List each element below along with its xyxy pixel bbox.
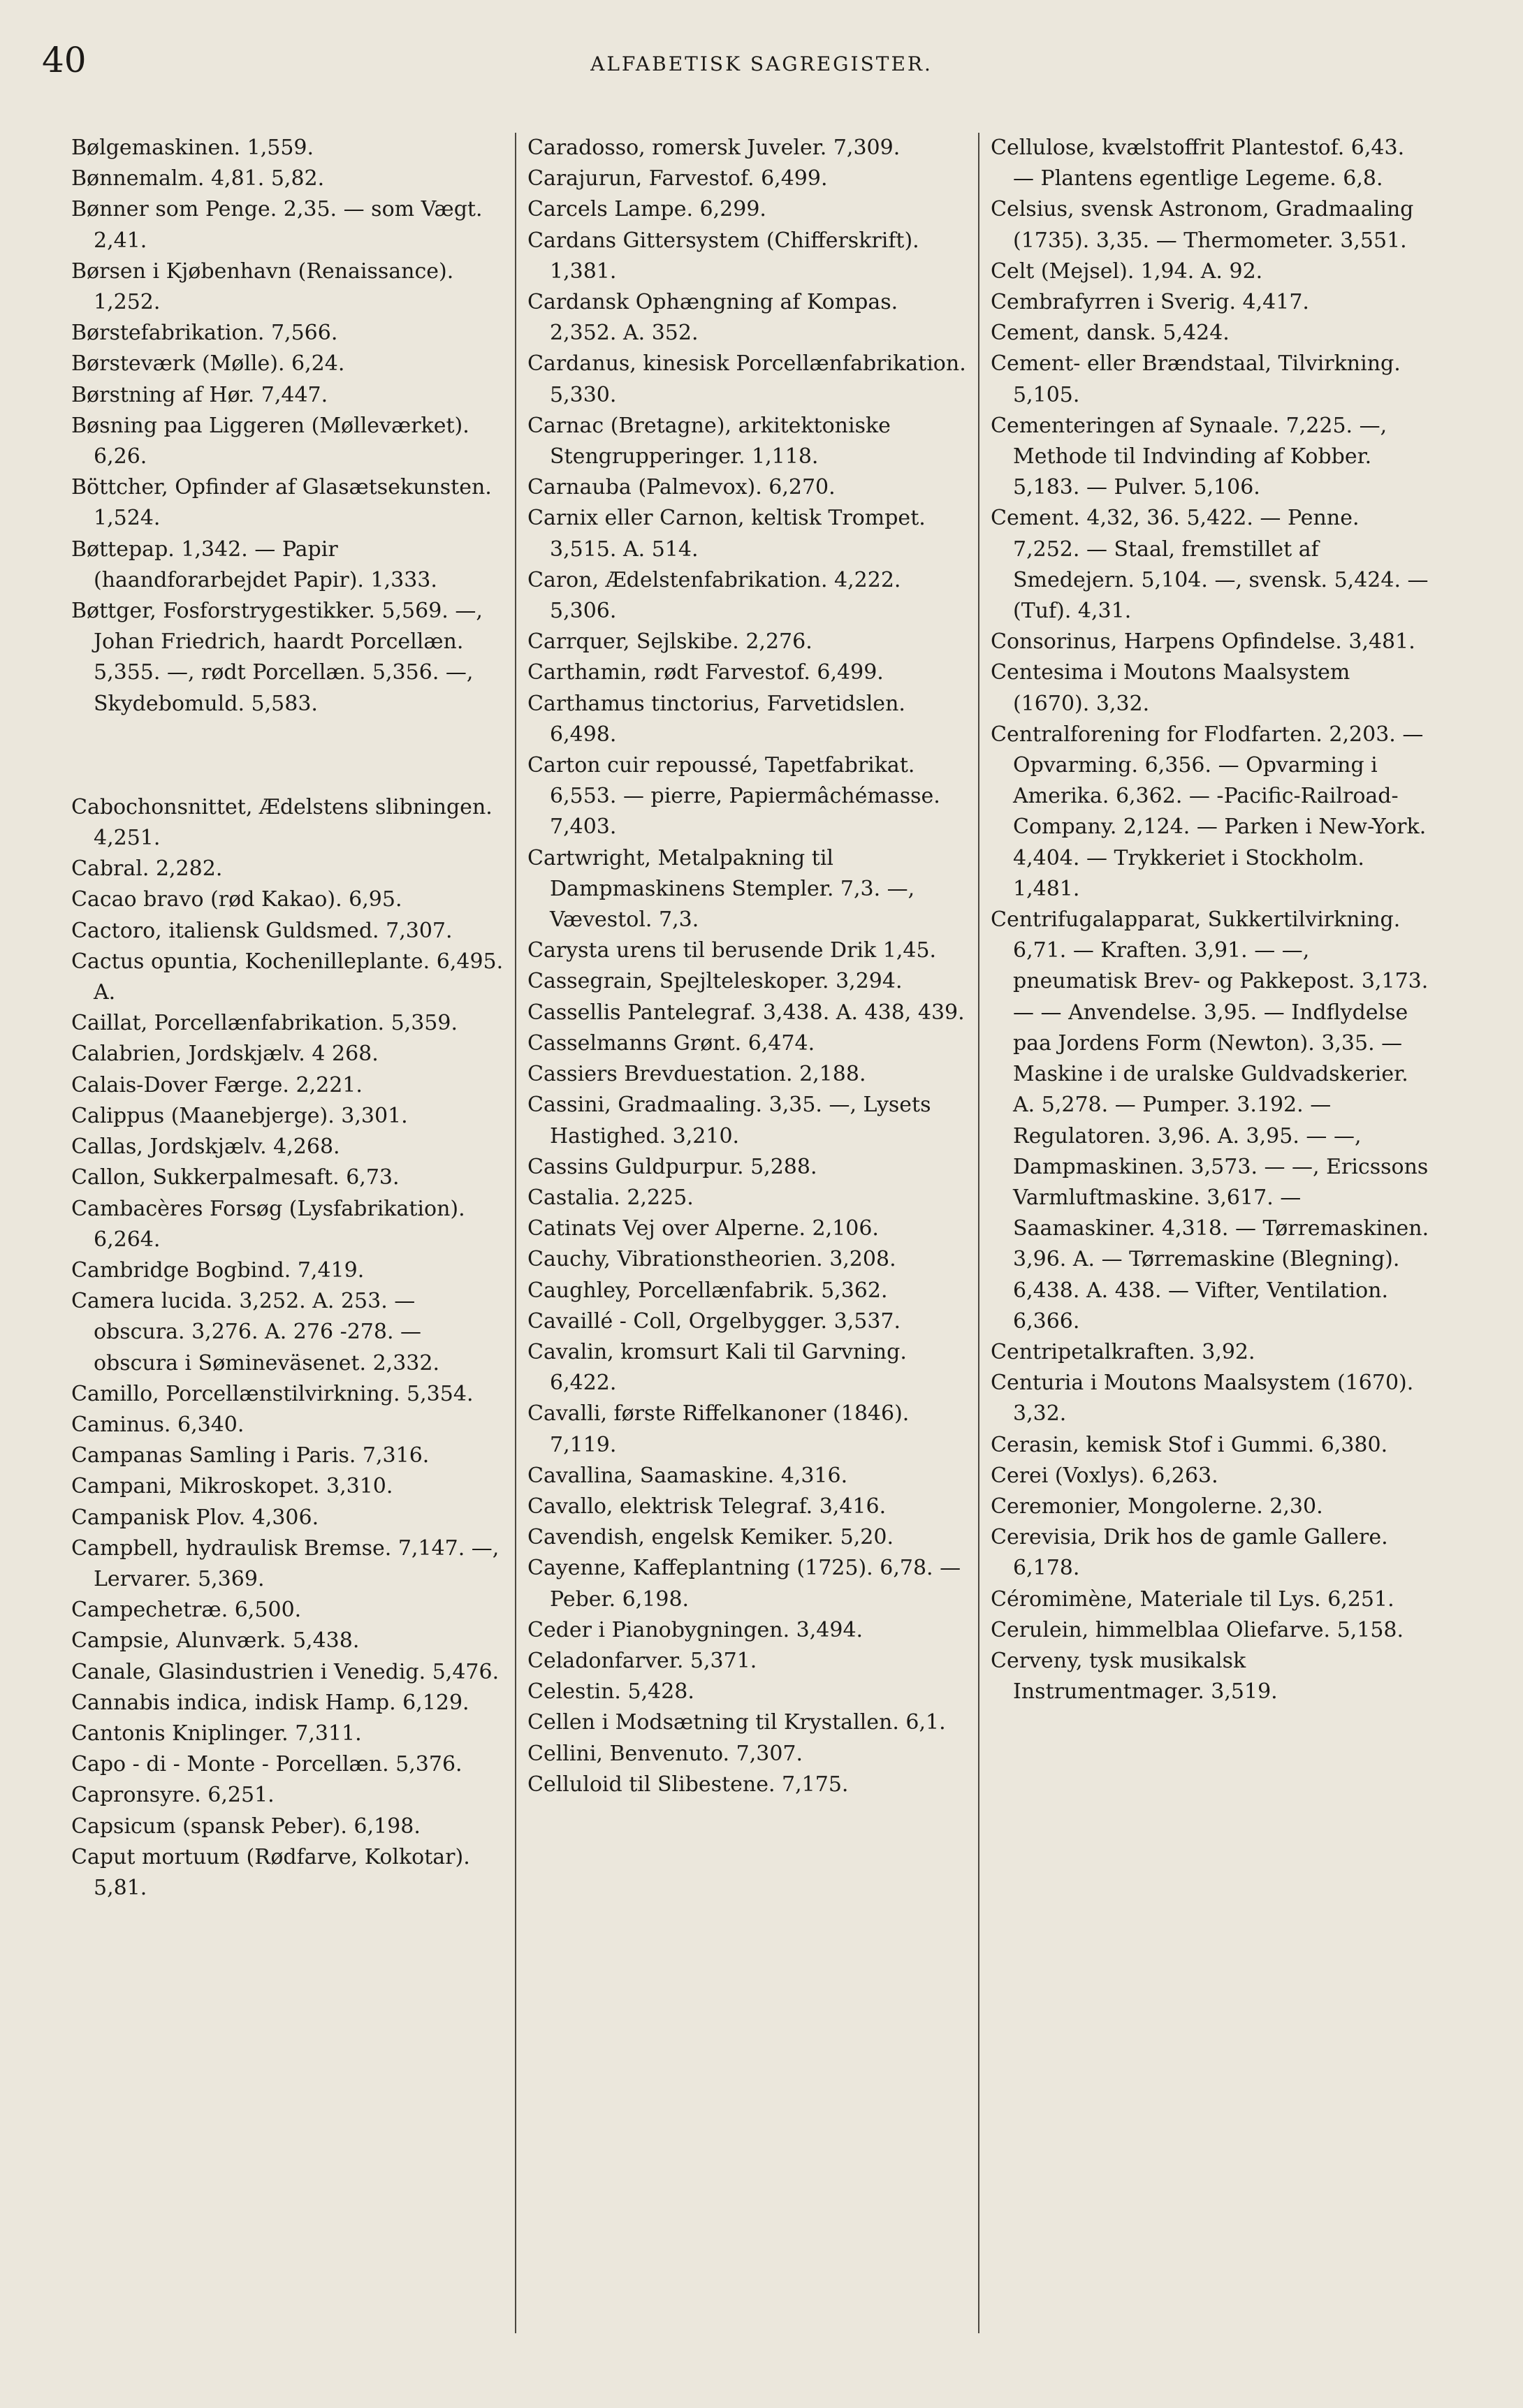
index-entry: Celestin. 5,428. [527,1679,694,1705]
index-entry: Campechetræ. 6,500. [71,1598,302,1623]
index-entry: Carrquer, Sejlskibe. 2,276. [527,629,812,655]
index-entry: Centesima i Moutons Maalsystem (1670). 3,32. [991,660,1350,716]
index-entry: Cardans Gittersystem (Chifferskrift). 1,381. [527,228,919,284]
index-entry: Caillat, Porcellænfabrikation. 5,359. [71,1011,458,1036]
index-entry: Cardanus, kinesisk Porcellænfabrikation. 5,330. [527,351,966,407]
index-entry: Cartwright, Metalpakning til Dampmaskinens Stempler. 7,3. —, Vævestol. 7,3. [527,845,915,933]
index-entry: Cardansk Ophængning af Kompas. 2,352. A. 352. [527,290,898,346]
index-entry: Carysta urens til berusende Drik 1,45. [527,938,937,963]
index-entry: Caput mortuum (Rødfarve, Kolkotar). 5,81. [71,1844,470,1900]
index-column-3 [991,133,1431,2333]
index-entry: Celluloid til Slibestene. 7,175. [527,1772,849,1797]
index-entry: Carnac (Bretagne), arkitektoniske Stengrupperinger. 1,118. [527,413,891,469]
index-entry: Cellulose, kvælstoffrit Plantestof. 6,43. — Plantens egentlige Legeme. 6,8. [991,136,1405,191]
index-entry: Børsen i Kjøbenhavn (Renaissance). 1,252. [71,258,454,315]
running-title: ALFABETISK SAGREGISTER. [590,52,933,75]
index-entry: Camera lucida. 3,252. A. 253. — obscura. 3,276. A. 276 -278. — obscura i Sømineväsenet. 2,332. [71,1289,440,1376]
index-entry: Callas, Jordskjælv. 4,268. [71,1134,340,1160]
index-entry: Campbell, hydraulisk Bremse. 7,147. —, Lervarer. 5,369. [71,1535,500,1591]
index-entry: Ceder i Pianobygningen. 3,494. [527,1617,863,1642]
index-entry: Cantonis Kniplinger. 7,311. [71,1721,362,1746]
index-entry: Cassins Guldpurpur. 5,288. [527,1154,817,1179]
index-entry: Consorinus, Harpens Opfindelse. 3,481. [991,629,1415,655]
index-entry: Cavallina, Saamaskine. 4,316. [527,1463,848,1488]
index-entry: Cacao bravo (rød Kakao). 6,95. [71,887,402,912]
index-entry: Cerei (Voxlys). 6,263. [991,1463,1218,1488]
index-entry: Cembrafyrren i Sverig. 4,417. [991,290,1309,315]
index-entry: Celt (Mejsel). 1,94. A. 92. [991,258,1263,284]
index-entry: Cementeringen af Synaale. 7,225. —, Methode til Indvinding af Kobber. 5,183. — Pulver. 5,106. [991,413,1387,500]
index-entry: Bøttger, Fosforstrygestikker. 5,569. —, Johan Friedrich, haardt Porcellæn. 5,355. —, rødt Porcellæn. 5,356. —, Skydebomuld. 5,583. [71,599,483,716]
column-divider [978,133,979,2333]
index-entry: Cassini, Gradmaaling. 3,35. —, Lysets Hastighed. 3,210. [527,1093,931,1148]
index-entry: Céromimène, Materiale til Lys. 6,251. [991,1586,1394,1612]
index-entry: Cavendish, engelsk Kemiker. 5,20. [527,1525,894,1550]
index-entry: Cavalli, første Riffelkanoner (1846). 7,119. [527,1401,910,1457]
index-entry: Capronsyre. 6,251. [71,1783,275,1808]
index-entry: Campani, Mikroskopet. 3,310. [71,1474,393,1499]
index-entry: Caron, Ædelstenfabrikation. 4,222. 5,306. [527,567,901,624]
index-entry: Carton cuir repoussé, Tapetfabrikat. 6,553. — pierre, Papiermâchémasse. 7,403. [527,753,940,840]
index-entry: Cactoro, italiensk Guldsmed. 7,307. [71,918,453,943]
index-entry: Centrifugalapparat, Sukkertilvirkning. 6,71. — Kraften. 3,91. — —, pneumatisk Brev- og Pakkepost. 3,173. — — Anvendelse. 3,95. — Indflydelse paa Jordens Form (Newton). 3,35. — Maskine i de uralske Guldvadskerier. A. 5,278. — Pumper. 3.192. — Regulatoren. 3,96. A. 3,95. — —, Dampmaskinen. 3,573. — —, Ericssons Varmluftmaskine. 3,617. — Saamaskiner. 4,318. — Tørremaskinen. 3,96. A. — Tørremaskine (Blegning). 6,438. A. 438. — Vifter, Ventilation. 6,366. [991,907,1429,1334]
index-entry: Cabral. 2,282. [71,856,223,882]
index-entry: Caughley, Porcellænfabrik. 5,362. [527,1278,888,1303]
index-entry: Cement- eller Brændstaal, Tilvirkning. 5,105. [991,351,1401,407]
column-divider [515,133,516,2333]
index-entry: Campanisk Plov. 4,306. [71,1505,319,1530]
index-entry: Calais-Dover Færge. 2,221. [71,1072,363,1097]
index-entry: Børstning af Hør. 7,447. [71,382,328,407]
page-number: 40 [42,40,87,80]
index-entry: Cassegrain, Spejlteleskoper. 3,294. [527,969,903,994]
index-entry: Carcels Lampe. 6,299. [527,197,766,222]
index-entry: Canale, Glasindustrien i Venedig. 5,476. [71,1659,500,1684]
index-entry: Carthamus tinctorius, Farvetidslen. 6,498. [527,691,905,747]
index-column-1 [71,133,511,2333]
index-entry: Campanas Samling i Paris. 7,316. [71,1443,430,1468]
index-entry: Cerulein, himmelblaa Oliefarve. 5,158. [991,1617,1404,1642]
index-entry: Carthamin, rødt Farvestof. 6,499. [527,660,884,685]
index-entry: Castalia. 2,225. [527,1185,694,1210]
index-entry: Casselmanns Grønt. 6,474. [527,1030,815,1056]
index-entry: Caminus. 6,340. [71,1412,245,1437]
index-entry: Callon, Sukkerpalmesaft. 6,73. [71,1165,400,1190]
index-entry: Cerasin, kemisk Stof i Gummi. 6,380. [991,1432,1388,1457]
index-entry: Cauchy, Vibrationstheorien. 3,208. [527,1247,896,1272]
index-entry: Cabochonsnittet, Ædelstens slibningen. 4,251. [71,794,493,851]
index-entry: Celadonfarver. 5,371. [527,1648,757,1673]
index-entry: Cement. 4,32, 36. 5,422. — Penne. 7,252. — Staal, fremstillet af Smedejern. 5,104. —, svensk. 5,424. — (Tuf). 4,31. [991,506,1429,624]
index-entry: Capo - di - Monte - Porcellæn. 5,376. [71,1752,462,1777]
index-entry: Centuria i Moutons Maalsystem (1670). 3,32. [991,1371,1414,1426]
index-entry: Børstefabrikation. 7,566. [71,321,338,346]
index-entry: Campsie, Alunværk. 5,438. [71,1628,360,1654]
index-column-2 [527,133,968,2333]
index-entry: Calabrien, Jordskjælv. 4 268. [71,1042,379,1067]
section-gap [71,740,511,771]
index-entry: Cambacères Forsøg (Lysfabrikation). 6,264. [71,1196,465,1252]
index-entry: Cellini, Benvenuto. 7,307. [527,1741,803,1766]
index-entry: Carajurun, Farvestof. 6,499. [527,166,828,191]
index-entry: Cavalin, kromsurt Kali til Garvning. 6,422. [527,1339,907,1396]
index-entry: Capsicum (spansk Peber). 6,198. [71,1814,421,1839]
index-entry: Cassellis Pantelegraf. 3,438. A. 438, 439. [527,1000,965,1025]
index-entry: Centripetalkraften. 3,92. [991,1339,1255,1364]
index-entry: Børsteværk (Mølle). 6,24. [71,351,345,377]
index-entry: Cannabis indica, indisk Hamp. 6,129. [71,1690,469,1715]
index-entry: Catinats Vej over Alperne. 2,106. [527,1216,879,1241]
index-entry: Cellen i Modsætning til Krystallen. 6,1. [527,1710,946,1735]
index-entry: Cactus opuntia, Kochenilleplante. 6,495. A. [71,949,504,1005]
index-entry: Cerevisia, Drik hos de gamle Gallere. 6,178. [991,1525,1388,1581]
index-entry: Bøsning paa Liggeren (Mølleværket). 6,26. [71,413,469,469]
index-entry: Cavaillé - Coll, Orgelbygger. 3,537. [527,1308,901,1334]
index-entry: Bønner som Penge. 2,35. — som Vægt. 2,41. [71,197,483,253]
index-entry: Cambridge Bogbind. 7,419. [71,1257,365,1283]
index-entry: Ceremonier, Mongolerne. 2,30. [991,1494,1323,1519]
index-entry: Cassiers Brevduestation. 2,188. [527,1062,866,1087]
index-entry: Centralforening for Flodfarten. 2,203. — Opvarming. 6,356. — Opvarming i Amerika. 6,362. — -Pacific-Railroad-Company. 2,124. — Parken i New-York. 4,404. — Trykkeriet i Stockholm. 1,481. [991,722,1427,901]
page-header [0,0,1523,105]
index-entry: Cayenne, Kaffeplantning (1725). 6,78. — Peber. 6,198. [527,1556,961,1612]
index-entry: Calippus (Maanebjerge). 3,301. [71,1103,408,1128]
index-entry: Cerveny, tysk musikalsk Instrumentmager. 3,519. [991,1648,1278,1705]
index-entry: Cavallo, elektrisk Telegraf. 3,416. [527,1494,887,1519]
index-entry: Camillo, Porcellænstilvirkning. 5,354. [71,1381,474,1406]
index-entry: Böttcher, Opfinder af Glasætsekunsten. 1,524. [71,475,492,531]
index-entry: Bøttepap. 1,342. — Papir (haandforarbejdet Papir). 1,333. [71,537,437,592]
index-entry: Carnauba (Palmevox). 6,270. [527,475,836,500]
index-entry: Bønnemalm. 4,81. 5,82. [71,166,325,191]
index-entry: Carnix eller Carnon, keltisk Trompet. 3,515. A. 514. [527,506,926,562]
index-entry: Celsius, svensk Astronom, Gradmaaling (1735). 3,35. — Thermometer. 3,551. [991,197,1414,253]
index-entry: Bølgemaskinen. 1,559. [71,136,314,160]
index-entry: Cement, dansk. 5,424. [991,321,1230,346]
index-entry: Caradosso, romersk Juveler. 7,309. [527,136,901,160]
